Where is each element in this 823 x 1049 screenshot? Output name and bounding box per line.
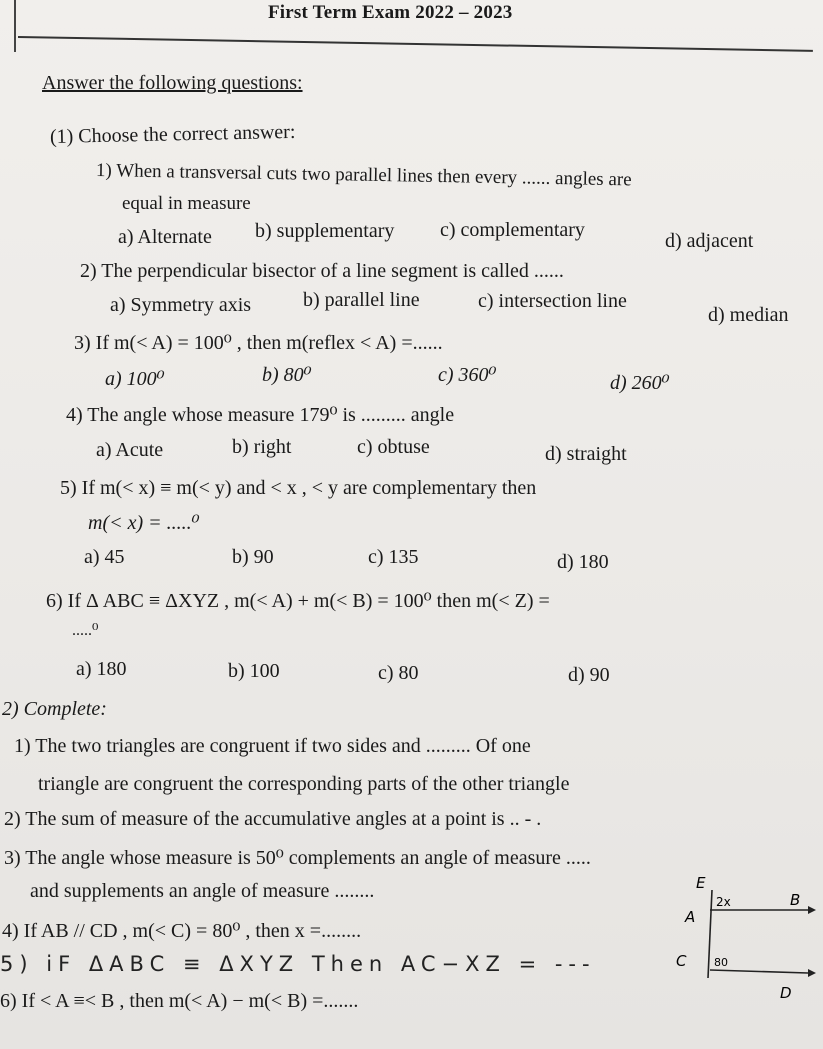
q4-option-b: b) right	[232, 436, 292, 458]
complete-item-3-line1: 3) The angle whose measure is 50⁰ complements an angle of measure .....	[4, 847, 591, 869]
line-cd	[710, 970, 808, 973]
q3-option-d: d) 260⁰	[610, 372, 670, 394]
q5-option-d: d) 180	[557, 551, 609, 573]
q1-option-d: d) adjacent	[665, 230, 754, 252]
label-c: C	[676, 952, 687, 970]
q4-option-c: c) obtuse	[357, 436, 430, 458]
q5-option-a: a) 45	[84, 546, 125, 568]
q2-option-b: b) parallel line	[303, 289, 420, 311]
q2-option-a: a) Symmetry axis	[110, 294, 252, 316]
q5-line2: m(< x) = .....⁰	[88, 512, 200, 534]
q6-line2: .....⁰	[72, 622, 99, 639]
q5-option-b: b) 90	[232, 546, 274, 568]
q5-line1: 5) If m(< x) ≡ m(< y) and < x , < y are complementary then	[60, 477, 537, 499]
complete-item-4: 4) If AB // CD , m(< C) = 80⁰ , then x =........	[2, 920, 362, 942]
q6-option-c: c) 80	[378, 662, 419, 684]
complete-item-6: 6) If < A ≡< B , then m(< A) − m(< B) =.......	[0, 990, 359, 1012]
complete-item-3-line2: and supplements an angle of measure ........	[30, 880, 375, 902]
label-e: E	[696, 874, 706, 892]
q1-option-b: b) supplementary	[255, 220, 395, 242]
angle-label-2x: 2x	[716, 895, 731, 909]
section1-title: (1) Choose the correct answer:	[49, 120, 296, 148]
q3-text: 3) If m(< A) = 100⁰ , then m(reflex < A) =......	[74, 332, 443, 354]
complete-item-1-line1: 1) The two triangles are congruent if two sides and ......... Of one	[14, 735, 531, 757]
q4-text: 4) The angle whose measure 179⁰ is ......... angle	[66, 404, 455, 426]
q4-option-a: a) Acute	[96, 439, 164, 461]
complete-item-2: 2) The sum of measure of the accumulative angles at a point is .. - .	[4, 808, 542, 830]
q6-option-a: a) 180	[76, 658, 127, 680]
transversal-line	[708, 890, 712, 978]
q2-text: 2) The perpendicular bisector of a line segment is called ......	[80, 260, 564, 282]
arrow-d-icon	[808, 969, 816, 977]
q1-line2: equal in measure	[122, 193, 251, 214]
complete-item-5: 5) iF ΔABC ≡ ΔXYZ Then AC−XZ = ---	[0, 952, 596, 976]
arrow-b-icon	[808, 906, 816, 914]
exam-title: First Term Exam 2022 – 2023	[268, 2, 513, 23]
q2-option-d: d) median	[708, 304, 789, 326]
q6-line1: 6) If Δ ABC ≡ ΔXYZ , m(< A) + m(< B) = 100⁰ then m(< Z) =	[46, 590, 550, 612]
q6-option-b: b) 100	[228, 660, 280, 682]
label-b: B	[790, 891, 801, 909]
section2-title: 2) Complete:	[2, 698, 107, 720]
q4-option-d: d) straight	[545, 443, 627, 465]
q6-option-d: d) 90	[568, 664, 610, 686]
q5-option-c: c) 135	[368, 546, 419, 568]
q1-option-a: a) Alternate	[118, 226, 212, 248]
q1-option-c: c) complementary	[440, 219, 585, 241]
q3-option-c: c) 360⁰	[438, 364, 497, 386]
label-d: D	[780, 984, 792, 1002]
header-divider	[18, 36, 813, 52]
complete-item-1-line2: triangle are congruent the corresponding parts of the other triangle	[38, 773, 570, 795]
instructions-heading: Answer the following questions:	[42, 72, 303, 94]
label-a: A	[685, 908, 696, 926]
angle-label-80: 80	[714, 956, 728, 969]
parallel-lines-figure	[660, 870, 820, 1010]
q3-option-a: a) 100⁰	[105, 368, 165, 390]
margin-line	[14, 0, 16, 52]
q1-line1: 1) When a transversal cuts two parallel lines then every ...... angles are	[95, 160, 632, 191]
q3-option-b: b) 80⁰	[262, 364, 312, 386]
q2-option-c: c) intersection line	[478, 290, 627, 312]
